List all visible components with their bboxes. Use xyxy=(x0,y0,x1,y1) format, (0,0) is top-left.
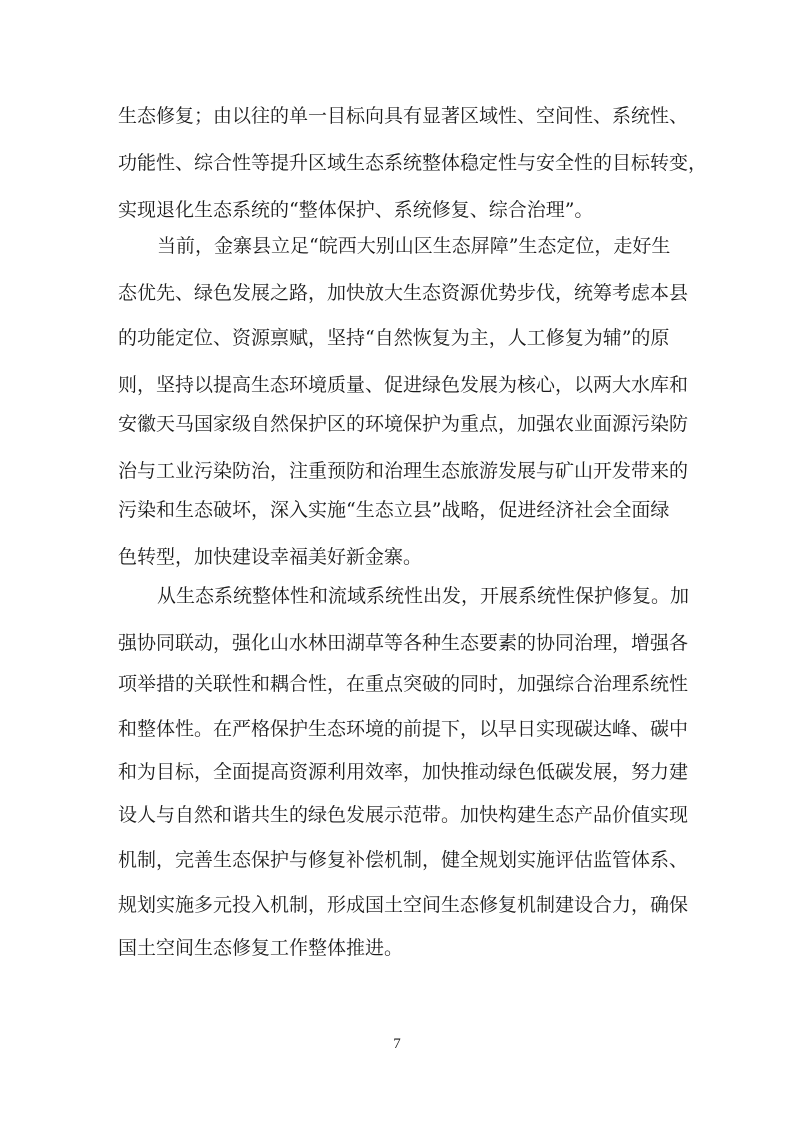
paragraph-3-line-2 xyxy=(0,627,794,659)
paragraph-3-line-5 xyxy=(0,756,794,788)
paragraph-2-line-4 xyxy=(0,369,794,401)
text-line: 强协同联动，强化山水林田湖草等各种生态要素的协同治理，增强各 xyxy=(118,632,689,654)
text-line: 生态修复；由以往的单一目标向具有显著区域性、空间性、系统性、 xyxy=(118,105,689,127)
paragraph-1-line-1 xyxy=(0,100,794,132)
paragraph-2-line-7 xyxy=(0,494,794,526)
paragraph-3-line-4 xyxy=(0,713,794,745)
text-line: 安徽天马国家级自然保护区的环境保护为重点，加强农业面源污染防 xyxy=(118,413,689,435)
text-line: 则，坚持以提高生态环境质量、促进绿色发展为核心，以两大水库和 xyxy=(118,374,689,396)
page-number: 7 xyxy=(393,1036,401,1052)
text-line: 机制，完善生态保护与修复补偿机制，健全规划实施评估监管体系、 xyxy=(118,849,689,871)
text-line: 的功能定位、资源禀赋，坚持“自然恢复为主，人工修复为辅”的原 xyxy=(118,327,670,349)
paragraph-1-line-2 xyxy=(0,147,794,179)
text-line: 国土空间生态修复工作整体推进。 xyxy=(118,937,404,959)
paragraph-3-line-1 xyxy=(0,580,794,612)
paragraph-3-line-6 xyxy=(0,799,794,831)
text-line: 实现退化生态系统的“整体保护、系统修复、综合治理”。 xyxy=(118,199,594,221)
text-line: 和整体性。在严格保护生态环境的前提下，以早日实现碳达峰、碳中 xyxy=(118,718,689,740)
text-line: 污染和生态破坏，深入实施“生态立县”战略，促进经济社会全面绿 xyxy=(118,499,670,521)
paragraph-3-line-3 xyxy=(0,668,794,700)
paragraph-2-line-3 xyxy=(0,322,794,354)
text-line: 从生态系统整体性和流域系统性出发，开展系统性保护修复。加 xyxy=(157,585,690,607)
paragraph-2-line-8 xyxy=(0,541,794,573)
text-line: 设人与自然和谐共生的绿色发展示范带。加快构建生态产品价值实现 xyxy=(118,804,689,826)
paragraph-2-line-2 xyxy=(0,277,794,309)
paragraph-1-line-3 xyxy=(0,194,794,226)
text-line: 态优先、绿色发展之路，加快放大生态资源优势步伐，统筹考虑本县 xyxy=(118,282,689,304)
text-line: 和为目标，全面提高资源利用效率，加快推动绿色低碳发展，努力建 xyxy=(118,761,689,783)
text-line: 色转型，加快建设幸福美好新金寨。 xyxy=(118,546,423,568)
paragraph-3-line-9 xyxy=(0,932,794,964)
paragraph-2-line-6 xyxy=(0,455,794,487)
text-line: 功能性、综合性等提升区域生态系统整体稳定性与安全性的目标转变， xyxy=(118,152,708,174)
text-line: 当前，金寨县立足“皖西大别山区生态屏障”生态定位，走好生 xyxy=(157,235,671,257)
paragraph-3-line-8 xyxy=(0,889,794,921)
paragraph-2-line-5 xyxy=(0,408,794,440)
text-line: 治与工业污染防治，注重预防和治理生态旅游发展与矿山开发带来的 xyxy=(118,460,689,482)
text-line: 规划实施多元投入机制，形成国土空间生态修复机制建设合力，确保 xyxy=(118,894,689,916)
paragraph-2-line-1 xyxy=(0,230,794,262)
paragraph-3-line-7 xyxy=(0,844,794,876)
text-line: 项举措的关联性和耦合性，在重点突破的同时，加强综合治理系统性 xyxy=(118,673,689,695)
